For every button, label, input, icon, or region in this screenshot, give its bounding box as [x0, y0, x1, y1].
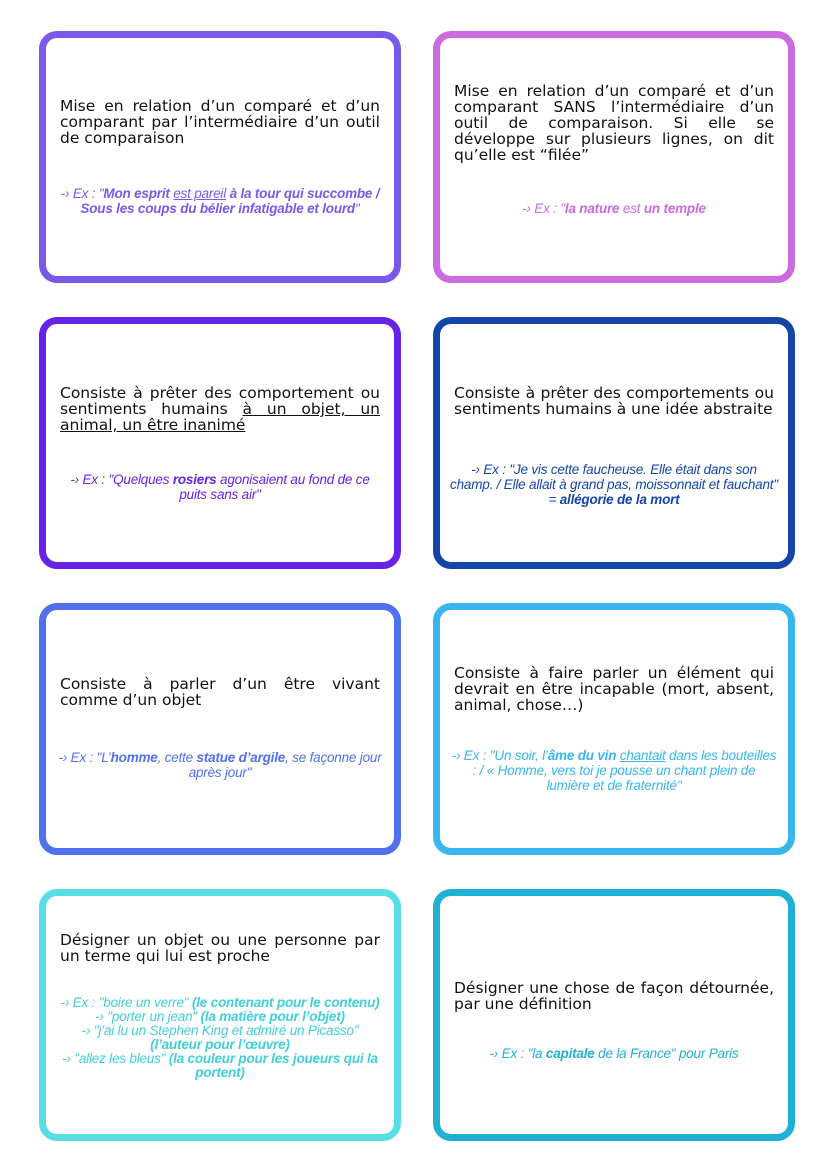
card-definition: Mise en relation d’un comparé et d’un comparant par l’intermédiaire d’un outil de comparaison — [60, 97, 380, 147]
card-periphrase — [433, 889, 795, 1141]
card-example-line: -› Ex : "boire un verre" (le contenant pour le contenu) — [60, 995, 380, 1010]
card-example: -› Ex : "Je vis cette faucheuse. Elle était dans son champ. / Elle allait à grand pas, moissonnait et fauchant" = allégorie de la mort — [450, 462, 778, 507]
card-example: -› Ex : "Mon esprit est pareil à la tour qui succombe / Sous les coups du bélier infatigable et lourd" — [60, 186, 380, 216]
card-prosopopee — [433, 603, 795, 855]
card-definition: Consiste à parler d’un être vivant comme d’un objet — [60, 675, 380, 709]
card-example-list — [56, 996, 384, 1080]
card-definition: Consiste à prêter des comportements ou sentiments humains à une idée abstraite — [454, 384, 774, 418]
card-definition: Désigner une chose de façon détournée, par une définition — [454, 979, 774, 1013]
card-metonymie — [39, 889, 401, 1141]
card-metaphore — [433, 31, 795, 283]
card-comparaison — [39, 31, 401, 283]
card-example-line: -› "porter un jean" (la matière pour l’objet) — [95, 1009, 345, 1024]
card-definition: Consiste à faire parler un élément qui devrait en être incapable (mort, absent, animal, chose…) — [454, 664, 774, 714]
card-definition: Consiste à prêter des comportement ou sentiments humains à un objet, un animal, un être inanimé — [60, 384, 380, 434]
card-example: -› Ex : "la capitale de la France" pour Paris — [489, 1046, 739, 1061]
card-example: -› Ex : "Quelques rosiers agonisaient au fond de ce puits sans air" — [70, 472, 370, 502]
card-allegorie — [433, 317, 795, 569]
card-example-line: -› "allez les bleus" (la couleur pour les joueurs qui la portent) — [62, 1051, 378, 1080]
card-example: -› Ex : "la nature est un temple — [522, 201, 706, 216]
card-definition: Désigner un objet ou une personne par un terme qui lui est proche — [60, 931, 380, 965]
card-example: -› Ex : "L’homme, cette statue d’argile, se façonne jour après jour" — [58, 750, 382, 780]
card-reification — [39, 603, 401, 855]
card-example: -› Ex : "Un soir, l’âme du vin chantait dans les bouteilles : / « Homme, vers toi je pousse un chant plein de lumière et de fraternité" — [451, 748, 777, 793]
card-example-line: -› "j’ai lu un Stephen King et admiré un Picasso" (l’auteur pour l’œuvre) — [81, 1023, 359, 1052]
card-personnification — [39, 317, 401, 569]
card-definition: Mise en relation d’un comparé et d’un comparant SANS l’intermédiaire d’un outil de comparaison. Si elle se développe sur plusieurs lignes, on dit qu’elle est “filée” — [454, 82, 774, 164]
